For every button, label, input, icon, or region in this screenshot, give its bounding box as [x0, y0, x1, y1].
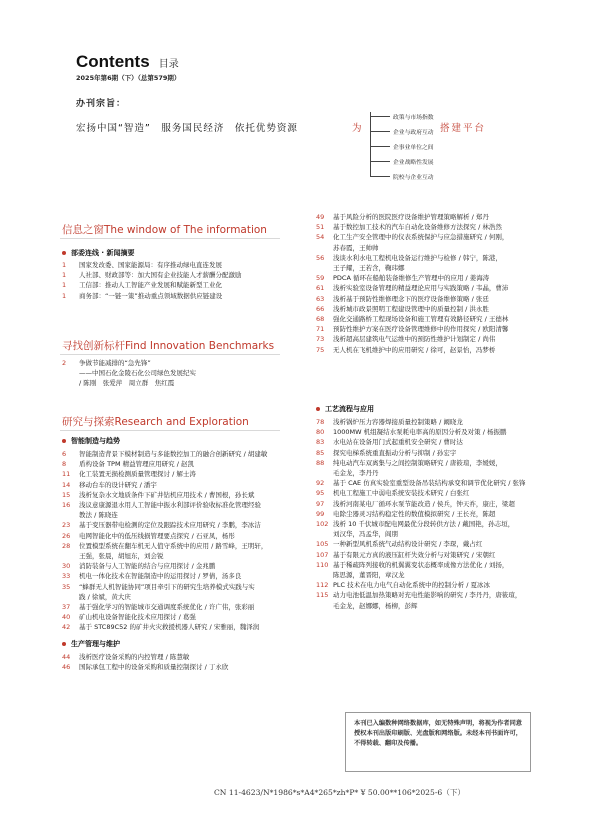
toc-entry-cont: 王强，张晨，胡旭东，刘会锐: [79, 552, 164, 561]
toc-entry[interactable]: 112 PLC 技术在电力电气自动化系统中的控制分析 / 夏冰冰: [316, 581, 490, 590]
notice-text: 本刊已入编数种网络数据库，如无特殊声明，将视为作者同意授权本刊出版印刷版、光盘版和网络版。未经本刊书面许可，不得转载、翻印及传播。: [354, 720, 522, 747]
toc-entry[interactable]: 26 电网智能化中的低压线损管理要点探究 / 石亚凤，杨彤: [62, 531, 235, 540]
aim-wei: 为: [352, 123, 362, 134]
toc-entry[interactable]: 28 位置模型系统在翻车机无人值守系统中的应用 / 路雪峰，王明轩，: [62, 541, 268, 550]
section-title-info-window: 信息之窗The window of The information: [62, 224, 267, 236]
toc-entry[interactable]: 49 基于风险分析的医院医疗设备维护管理策略解析 / 郑丹: [316, 213, 489, 221]
toc-entry[interactable]: 23 基于变压器带电检测的定位及跟踪技术应用研究 / 李鹏，李冰洁: [62, 521, 261, 530]
toc-list-news: [62, 260, 297, 301]
subsection-title: 工艺流程与应用: [316, 404, 374, 414]
aim-title: 办刊宗旨：: [76, 99, 127, 109]
toc-entry[interactable]: 1 人社部、财政部等：加大国有企业技能人才薪酬分配激励: [62, 271, 242, 280]
bullet-dot-icon: [62, 642, 66, 646]
subsection-title: 智能制造与趋势: [62, 436, 120, 446]
service-item: 企事业单位之间: [370, 142, 434, 151]
bullet-dot-icon: [62, 251, 66, 255]
toc-entry[interactable]: 14 移动台车的设计研究 / 潘宇: [62, 480, 157, 489]
copyright-notice: [345, 712, 531, 772]
subsection-title: 生产管理与维护: [62, 639, 120, 649]
toc-entry-cont: 毛金龙，赵娜娜，杨柳，彭辉: [333, 601, 418, 610]
bullet-dot-icon: [62, 439, 66, 443]
toc-entry[interactable]: 75 无人机在飞机维护中的应用研究 / 徐可，赵景怡，冯梦桥: [316, 345, 496, 354]
toc-entry[interactable]: 61 浅析实验室设备管理的精益理论应用与实践策略 / 韦晶，曹沛: [316, 284, 509, 293]
toc-entry[interactable]: 63 浅析基于预防性维修理念下的医疗设备维修策略 / 张廷: [316, 294, 489, 303]
toc-list-maintenance: [316, 212, 552, 355]
toc-entry-cont: 王子耀，王若含，鞠玮娜: [333, 264, 405, 273]
subsection-title: 部委连线 · 新闻摘要: [62, 248, 135, 258]
toc-entry-cont: 毛金龙，李丹丹: [333, 469, 379, 478]
toc-entry[interactable]: 78 浅析锅炉压力容器焊接质量控制策略 / 阚晓龙: [316, 418, 463, 426]
toc-entry[interactable]: 71 预防性维护方案在医疗设备管理维修中的作用探究 / 欧阳清馨: [316, 325, 509, 334]
section-title-benchmarks: 寻找创新标杆Find Innovation Benchmarks: [62, 340, 275, 352]
contents-title: Contents: [76, 52, 150, 71]
toc-entry[interactable]: 54 化工生产安全管理中的仪表系统保护与应急措施研究 / 何刚，: [316, 233, 509, 242]
toc-entry[interactable]: 92 基于 CAE 仿真实验室重型设备吊装结构承变和调节优化研究 / 张锋: [316, 479, 526, 488]
section-divider: [60, 430, 280, 431]
toc-entry[interactable]: 1 国家发改委、国家能源局：有序推动绿电直连发展: [62, 261, 222, 269]
service-item: 院校与企业互动: [370, 172, 434, 181]
toc-entry[interactable]: 102 浅析 10 千伏城市配电网最优分段转供方法 / 戴国艳，孙志垣，: [316, 520, 515, 529]
toc-entry-cont: 刘汉华，冯孟华，阎朋: [333, 530, 398, 539]
aim-line: 宏扬中国“智造” 服务国民经济 依托优势资源: [76, 123, 298, 134]
toc-entry[interactable]: 15 浅析复杂水文地质条件下矿井钻机应用技术 / 曹国根，孙长斌: [62, 490, 255, 499]
toc-entry[interactable]: 73 浅析超高层建筑电气运维中的预防性维护计划制定 / 尚伟: [316, 335, 496, 344]
toc-entry[interactable]: 83 水电站在设备用门式起重机安全研究 / 曹时达: [316, 438, 463, 447]
toc-entry[interactable]: 88 纯电动汽车双离集与之间控制策略研究 / 唐筱瑄，李媛媛，: [316, 458, 502, 467]
toc-entry[interactable]: 1 工信部：推动人工智能产业发展和赋能新型工业化: [62, 281, 222, 290]
toc-entry[interactable]: 56 浅谈水利水电工程机电设备运行维护与检修 / 韩宁，陈港，: [316, 253, 502, 262]
toc-entry[interactable]: 37 基于强化学习的智能城市交通调度系统优化 / 许广伟，张彩丽: [62, 603, 255, 612]
toc-entry-cont: 陈思源，董晋阳，章汉龙: [333, 571, 405, 580]
toc-entry[interactable]: 2 争做节能减排的“急先锋”: [62, 359, 151, 367]
publication-code: CN 11-4623/N*1986*s*A4*265*zh*P* ¥ 50.00**106*2025-6（下）: [214, 788, 466, 797]
toc-list-smart-manufacturing: [62, 449, 297, 633]
toc-entry-cont: 苏春霞，王帅帅: [333, 243, 379, 252]
section-title-research: 研究与探索Research and Exploration: [62, 416, 249, 428]
toc-entry[interactable]: 66 浅析城市政景照明工程建设管理中的质量控制 / 洪永胜: [316, 304, 489, 313]
toc-entry[interactable]: 46 国际承包工程中的设备采购和质量控制探讨 / 丁永欣: [62, 663, 229, 672]
toc-entry[interactable]: 97 浅析河南某电厂循环水泵节能改造 / 侯兵，钟天祚，康庄，梁超: [316, 499, 515, 508]
toc-entry[interactable]: 105 一种新型风机系统气动结构设计研究 / 李琛，戴占红: [316, 540, 483, 549]
service-item: 企业战略性发展: [370, 157, 434, 166]
toc-entry[interactable]: 115 动力电池低温加热策略对充电性能影响的研究 / 李丹丹，唐筱瑄，: [316, 591, 522, 600]
aim-right: 搭建平台: [440, 123, 487, 134]
toc-entry-cont: 践 / 徐斌，黄大庆: [79, 592, 131, 601]
toc-entry[interactable]: 107 基于有限元方真的液压缸杆失效分析与对策研究 / 宋朝红: [316, 550, 496, 559]
toc-entry[interactable]: 99 电除尘器灵习结构稳定性的数值模拟研究 / 王长亮，陈超: [316, 509, 496, 518]
toc-entry[interactable]: 59 PDCA 循环在船舶装备维修生产管理中的应用 / 姜海涛: [316, 274, 490, 283]
service-item: 企业与政府互动: [370, 127, 434, 136]
toc-entry-cont: 教法 / 陈晓连: [79, 511, 118, 520]
toc-entry[interactable]: 51 基于数控加工技术的汽车自动化设备维修方法探究 / 林浩然: [316, 223, 502, 232]
toc-entry[interactable]: 42 基于 STC89C52 的矿井火灾救援机器人研究 / 宋雅丽，魏泽润: [62, 623, 260, 632]
toc-entry[interactable]: 11 化工装置无损检测质量管理探讨 / 解士涛: [62, 470, 196, 479]
section-divider: [60, 238, 280, 239]
section-divider: [60, 354, 280, 355]
toc-entry[interactable]: 33 机电一体化技术在智能制造中的运用探讨 / 罗倩，汤多良: [62, 572, 242, 581]
toc-list-production: [62, 652, 297, 672]
toc-entry[interactable]: 85 探究电梯系统重直振动分析与抑制 / 孙宏宇: [316, 448, 457, 457]
contents-header: [76, 52, 180, 82]
toc-entry[interactable]: 40 矿山机电设备智能化技术应用探讨 / 葛强: [62, 613, 196, 622]
toc-entry[interactable]: 110 基于稀疏阵列接收的机翼翼变状态概率成像方法优化 / 刘扬，: [316, 560, 509, 569]
toc-entry-cont: / 陈刚 张爱萍 周立群 焦红霞: [79, 379, 175, 388]
toc-entry[interactable]: 30 消防装备与人工智能的结合与应用探讨 / 金兆鹏: [62, 562, 216, 571]
toc-list-process: [316, 417, 552, 611]
toc-entry[interactable]: 68 强化交通路桥工程现场设备和施工管理有效路径研究 / 王德林: [316, 315, 509, 324]
toc-list-benchmarks: [62, 358, 297, 389]
service-item: 政策与市场指数: [370, 112, 434, 121]
toc-entry[interactable]: 6 智能制造背景下模材制造与多能数控加工的融合创新研究 / 胡建敏: [62, 450, 268, 458]
bullet-dot-icon: [316, 407, 320, 411]
toc-entry-cont: ——中国石化金陵石化公司绿色发展纪实: [79, 369, 196, 378]
toc-entry[interactable]: 80 1000MW 机组凝结水泵耗电率高的原因分析及对策 / 杨振鹏: [316, 428, 507, 437]
toc-entry[interactable]: 16 浅议意康源退水用人工智能中振水利部评价验收标准化管理经验: [62, 501, 261, 510]
toc-entry[interactable]: 95 机电工程施工中弱电系统安装技术研究 / 白张红: [316, 489, 470, 498]
issue-info: 2025年第6期（下）（总第579期）: [76, 74, 181, 82]
toc-entry[interactable]: 44 浅析医疗设备采购的内控管理 / 陈慧敏: [62, 653, 190, 661]
toc-entry[interactable]: 35 “蜂群无人机智能协同”项目牵引下的研究生培养模式实践与实: [62, 582, 255, 591]
toc-entry[interactable]: 1 商务部：“一链一策”推动重点领域数据供应链建设: [62, 291, 223, 300]
contents-title-cn: 目录: [158, 59, 179, 70]
toc-entry[interactable]: 8 盾构设备 TPM 精益管理应用研究 / 赵凯: [62, 460, 194, 469]
services-diagram: [362, 112, 442, 180]
